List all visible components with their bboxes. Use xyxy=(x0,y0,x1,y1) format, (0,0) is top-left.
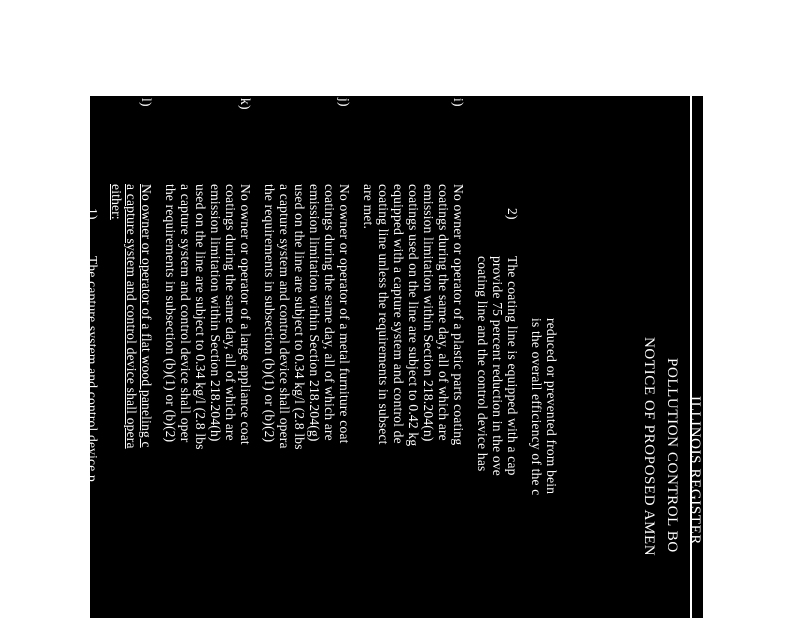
text-line-l11: coatings used on the line are subject to 0.42 kg xyxy=(406,184,421,447)
text-line-l37: The owner or operator of the flat wood xyxy=(46,256,61,474)
text-line-l23: No owner or operator of a large appliance coat xyxy=(238,184,253,445)
text-line-l33: 1) xyxy=(85,208,100,220)
text-line-l10: emission limitation within Section 218.204(n) xyxy=(421,184,436,442)
register-title: ILLINOIS REGISTER xyxy=(687,396,703,545)
text-line-l21: the requirements in subsection (b)(1) or (b)(2) xyxy=(262,184,277,443)
text-line-l18: emission limitation within Section 218.204(g) xyxy=(307,184,322,442)
text-line-l22: k) xyxy=(238,98,253,110)
text-line-l09: coatings during the same day, all of which are xyxy=(436,184,451,441)
text-line-l07: i) xyxy=(451,98,466,107)
text-line-l36: 2) xyxy=(46,208,61,220)
text-line-l31: a capture system and control device shall opera xyxy=(124,184,139,449)
text-line-l35: reduction in the overall emissions of VC xyxy=(70,256,85,483)
text-line-l12: equipped with a capture system and control de xyxy=(391,184,406,444)
text-line-l32: either: xyxy=(109,184,124,220)
text-line-l26: used on the line are subject to 0.34 kg/l (2.8 lbs xyxy=(193,184,208,450)
board-title: POLLUTION CONTROL BO xyxy=(664,358,680,553)
text-line-l28: the requirements in subsection (b)(1) or (b)(2) xyxy=(163,184,178,443)
text-line-l06: coating line and the control device has xyxy=(475,256,490,472)
text-line-l17: coatings during the same day, all of which are xyxy=(322,184,337,441)
text-line-l30: No owner or operator of a flat wood paneling c xyxy=(139,184,154,448)
text-line-l20: a capture system and control device shall opera xyxy=(277,184,292,449)
text-line-l16: No owner or operator of a metal furniture coat xyxy=(337,184,352,444)
text-line-l27: a capture system and control device shall oper xyxy=(178,184,193,443)
text-line-l19: used on the line are subject to 0.34 kg/l (2.8 lbs xyxy=(292,184,307,450)
text-line-l02: is the overall efficiency of the c xyxy=(529,318,544,496)
text-line-l13: coating line unless the requirements in subsect xyxy=(376,184,391,445)
text-line-l01: reduced or prevented from bein xyxy=(544,318,559,495)
notice-title: NOTICE OF PROPOSED AMEN xyxy=(641,337,657,557)
text-line-l24: coatings during the same day, all of which are xyxy=(223,184,238,441)
text-line-l38: with all requirements set forth in subsec xyxy=(31,256,46,481)
text-line-l34: The capture system and control device p xyxy=(85,256,100,482)
text-line-l29: l) xyxy=(139,98,154,107)
text-line-l03: 2) xyxy=(505,208,520,220)
scanned-page xyxy=(7,96,703,618)
text-line-l05: provide 75 percent reduction in the ove xyxy=(490,256,505,476)
text-line-l08: No owner or operator of a plastic parts coating xyxy=(451,184,466,446)
rotated-page-content xyxy=(7,96,703,618)
text-line-l40: ) xyxy=(7,604,22,609)
text-line-l39: (Source: Amended at 34 Ill. Reg. ______, effective ______ xyxy=(7,98,22,429)
text-line-l04: The coating line is equipped with a cap xyxy=(505,256,520,476)
text-line-l14: are met. xyxy=(361,184,376,230)
text-line-l25: emission limitation within Section 218.204(h) xyxy=(208,184,223,442)
text-line-l15: j) xyxy=(337,98,352,107)
